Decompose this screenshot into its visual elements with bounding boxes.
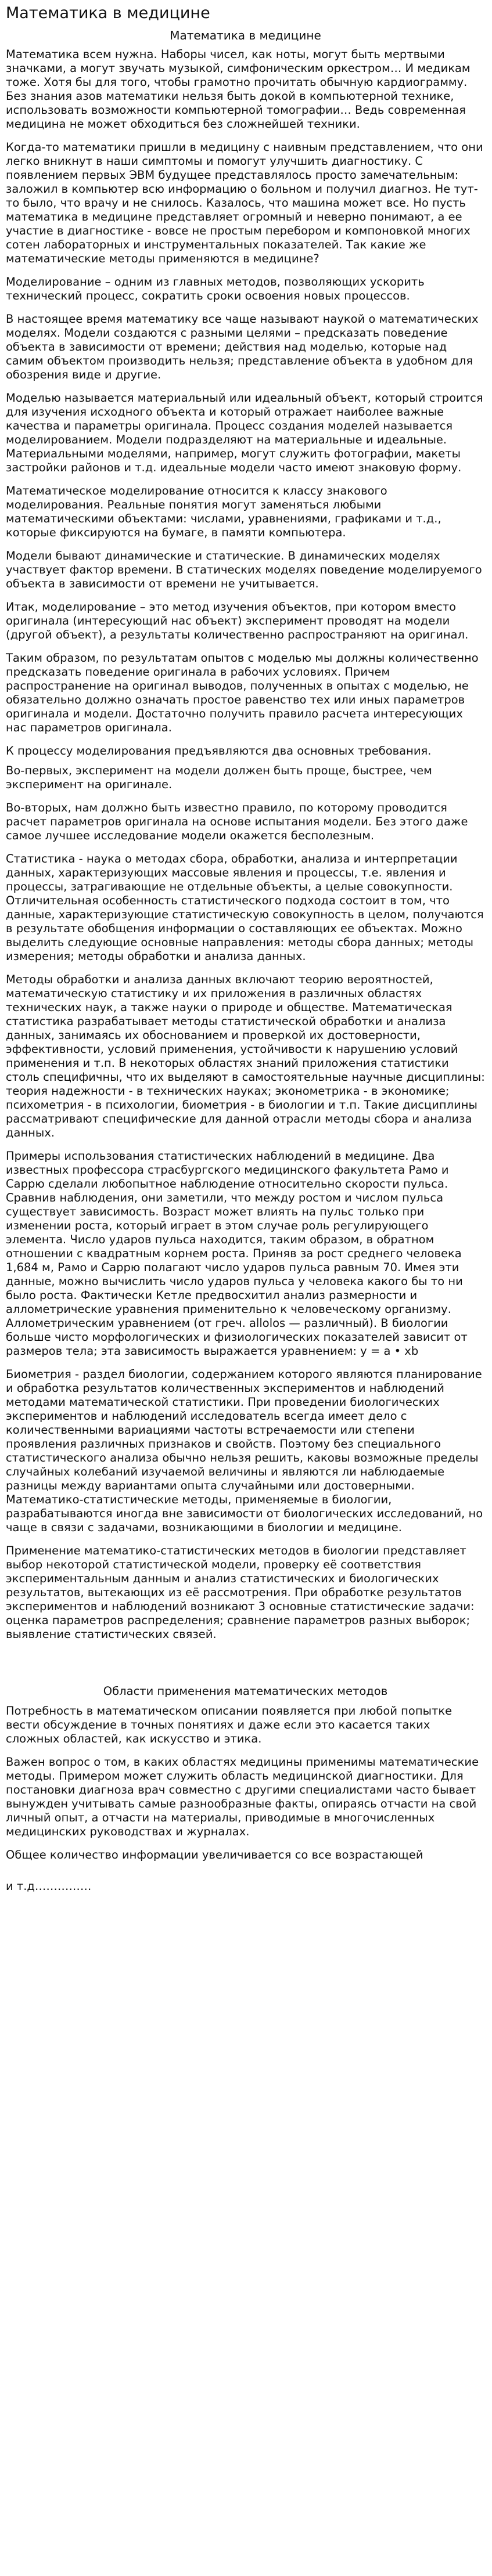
paragraph: Применение математико-статистических методов в биологии представляет выбор некоторой статистической модели, проверку её соответствия экспериментальным данным и анализ статистических и биологических результатов, вытекающих из её рассмотрения. При обработке результатов экспериментов и наблюдений возникают 3 основные статистические задачи: оценка параметров распределения; сравнение параметров разных выборок; выявление статистических связей. [6, 1544, 475, 1641]
section-title: Области применения математических методов [103, 1684, 388, 1698]
paragraph: Во-вторых, нам должно быть известно правило, по которому проводится расчет параметров оригинала на основе испытания модели. Без этого даже самое лучшее исследование модели окажется бесполезным. [6, 801, 468, 842]
paragraph: К процессу моделирования предъявляются два основных требования. [6, 744, 432, 757]
paragraph: Статистика - наука о методах сбора, обработки, анализа и интерпретации данных, характеризующих массовые явления и процессы, т.е. явления и процессы, затрагивающие не отдельные объекты, а целые совокупности. Отличительная особенность статистического подхода состоит в том, что данные, характеризующие статистическую совокупность в целом, получаются в результате обобщения информации о составляющих ее объектах. Можно выделить следующие основные направления: методы сбора данных; методы измерения; методы обработки и анализа данных. [6, 852, 484, 963]
document-subtitle: Математика в медицине [170, 28, 321, 42]
paragraph: В настоящее время математику все чаще называют наукой о математических моделях. Модели создаются с разными целями – предсказать поведение объекта в зависимости от времени; действия над моделью, которые над самим объектом производить нельзя; представление объекта в удобном для обозрения виде и другие. [6, 312, 479, 381]
ellipsis-ending: и т.д…………… [6, 1879, 92, 1893]
paragraph: Биометрия - раздел биологии, содержанием которого являются планирование и обработка результатов количественных экспериментов и наблюдений методами математической статистики. При проведении биологических экспериментов и наблюдений исследователь всегда имеет дело с количественными вариациями частоты встречаемости или степени проявления различных признаков и свойств. Поэтому без специального статистического анализа обычно нельзя решить, каковы возможные пределы случайных колебаний изучаемой величины и являются ли наблюдаемые разницы между вариантами опыта случайными или достоверными. Математико-статистические методы, применяемые в биологии, разрабатываются иногда вне зависимости от биологических исследований, но чаще в связи с задачами, возникающими в биологии и медицине. [6, 1368, 483, 1534]
paragraph: Математика всем нужна. Наборы чисел, как ноты, могут быть мертвыми значками, а могут звучать музыкой, симфоническим оркестром… И медикам тоже. Хотя бы для того, чтобы грамотно прочитать обычную кардиограмму. Без знания азов математики нельзя быть докой в компьютерной технике, использовать возможности компьютерной томографии… Ведь современная медицина не может обходиться без сложнейшей техники. [6, 48, 471, 131]
page-title: Математика в медицине [6, 4, 210, 22]
paragraph: Когда-то математики пришли в медицину с наивным представлением, что они легко вникнут в наши симптомы и помогут улучшить диагностику. С появлением первых ЭВМ будущее представлялось просто замечательным: заложил в компьютер всю информацию о больном и получил диагноз. Не тут-то было, что врачу и не снилось. Казалось, что машина может все. Но пусть математика в медицине представляет огромный и неверно понимают, а ее участие в диагностике - вовсе не простым перебором и компоновкой многих сотен лабораторных и инструментальных показателей. Так какие же математические методы применяются в медицине? [6, 140, 483, 265]
paragraph: Моделирование – одним из главных методов, позволяющих ускорить технический процесс, сократить сроки освоения новых процессов. [6, 275, 425, 302]
paragraph: Примеры использования статистических наблюдений в медицине. Два известных профессора страсбургского медицинского факультета Рамо и Саррю сделали любопытное наблюдение относительно скорости пульса. Сравнив наблюдения, они заметили, что между ростом и числом пульса существует зависимость. Возраст может влиять на пульс только при изменении роста, который играет в этом случае роль регулирующего элемента. Число ударов пульса находится, таким образом, в обратном отношении с квадратным корнем роста. Приняв за рост среднего человека 1,684 м, Рамо и Саррю полагают число ударов пульса равным 70. Имея эти данные, можно вычислить число ударов пульса у человека какого бы то ни было роста. Фактически Кетле предвосхитил анализ размерности и аллометрические уравнения применительно к человеческому организму. Аллометрическим уравнением (от греч. allolos — различный). В биологии больше чисто морфологических и физиологических показателей зависит от размеров тела; эта зависимость выражается уравнением: у = a • xb [6, 1149, 468, 1358]
paragraph: Общее количество информации увеличивается со все возрастающей [6, 1848, 423, 1861]
paragraph: Модели бывают динамические и статические. В динамических моделях участвует фактор времени. В статических моделях поведение моделируемого объекта в зависимости от времени не учитывается. [6, 549, 482, 590]
paragraph: Моделью называется материальный или идеальный объект, который строится для изучения исходного объекта и который отражает наиболее важные качества и параметры оригинала. Процесс создания моделей называется моделированием. Модели подразделяют на материальные и идеальные. Материальными моделями, например, могут служить фотографии, макеты застройки районов и т.д. идеальные модели часто имеют знаковую форму. [6, 391, 483, 474]
paragraph: Математическое моделирование относится к классу знакового моделирования. Реальные понятия могут заменяться любыми математическими объектами: числами, уравнениями, графиками и т.д., которые фиксируются на бумаге, в памяти компьютера. [6, 484, 441, 539]
paragraph: Методы обработки и анализа данных включают теорию вероятностей, математическую статистику и их приложения в различных областях технических наук, а также науки о природе и обществе. Математическая статистика разрабатывает методы статистической обработки и анализа данных, занимаясь их обоснованием и проверкой их достоверности, эффективности, условий применения, устойчивости к нарушению условий применения и т.п. В некоторых областях знаний приложения статистики столь специфичны, что их выделяют в самостоятельные научные дисциплины: теория надежности - в технических науках; эконометрика - в экономике; психометрия - в психологии, биометрия - в биологии и т.п. Такие дисциплины рассматривают специфические для данной отрасли методы сбора и анализа данных. [6, 973, 485, 1139]
paragraph: Потребность в математическом описании появляется при любой попытке вести обсуждение в точных понятиях и даже если это касается таких сложных областей, как искусство и этика. [6, 1704, 453, 1745]
paragraph: Итак, моделирование – это метод изучения объектов, при котором вместо оригинала (интересующий нас объект) эксперимент проводят на модели (другой объект), а результаты количественно распространяют на оригинал. [6, 600, 469, 641]
paragraph: Важен вопрос о том, в каких областях медицины применимы математические методы. Примером может служить область медицинской диагностики. Для постановки диагноза врач совместно с другими специалистами часто бывает вынужден учитывать самые разнообразные факты, опираясь отчасти на свой личный опыт, а отчасти на материалы, приводимые в многочисленных медицинских руководствах и журналах. [6, 1755, 479, 1838]
paragraph: Во-первых, эксперимент на модели должен быть проще, быстрее, чем эксперимент на оригинале. [6, 764, 432, 791]
paragraph: Таким образом, по результатам опытов с моделью мы должны количественно предсказать поведение оригинала в рабочих условиях. Причем распространение на оригинал выводов, полученных в опытах с моделью, не обязательно должно означать простое равенство тех или иных параметров оригинала и модели. Достаточно получить правило расчета интересующих нас параметров оригинала. [6, 651, 479, 734]
